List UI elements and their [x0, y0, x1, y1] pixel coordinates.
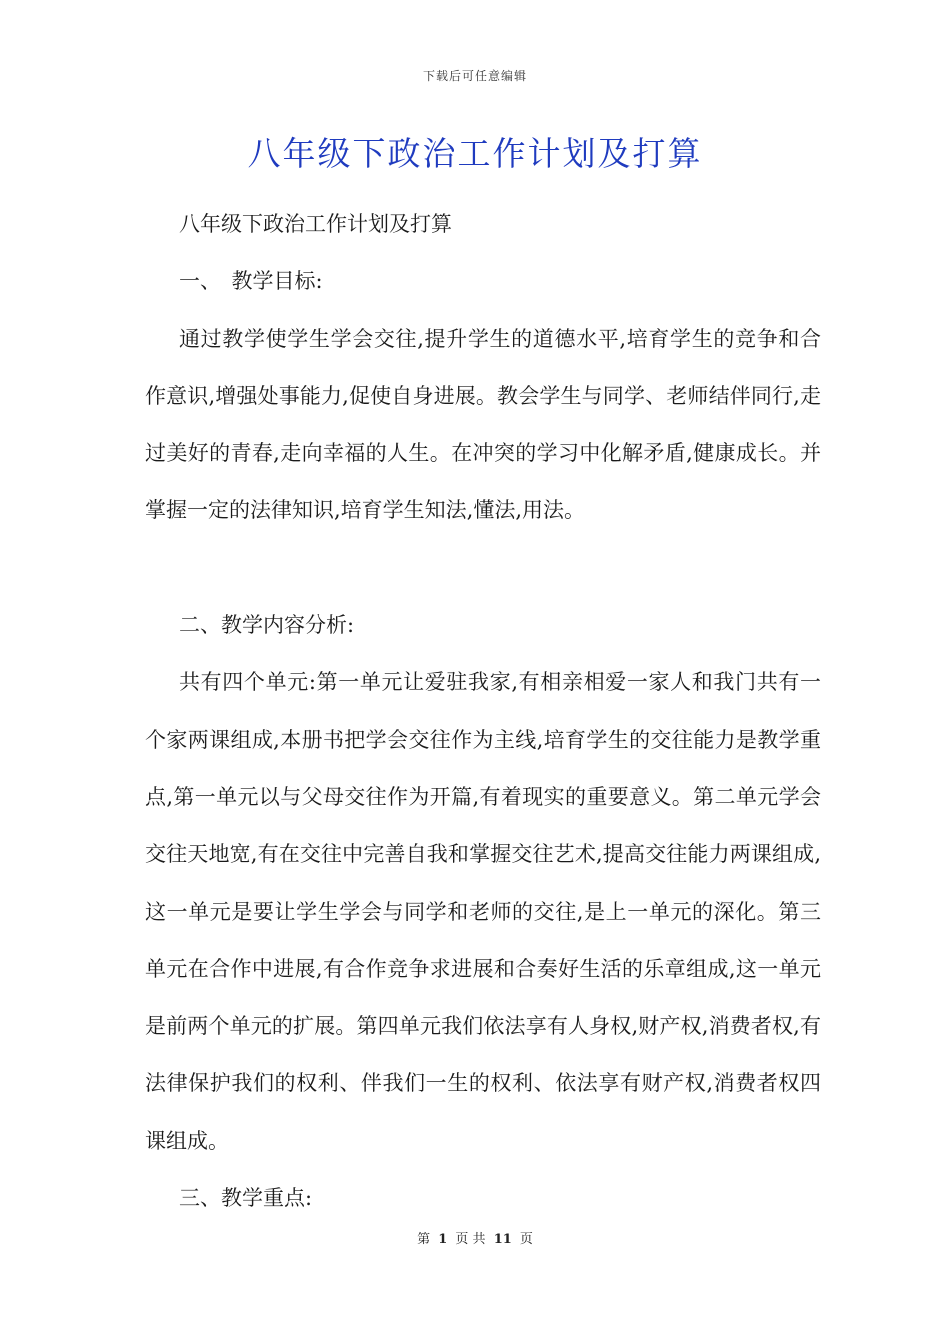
blank-line: [145, 540, 821, 597]
paragraph-subtitle: 八年级下政治工作计划及打算: [179, 212, 452, 236]
paragraph-teaching-goals: 通过教学使学生学会交往,提升学生的道德水平,培育学生的竞争和合作意识,增强处事能力,促使自身进展。教会学生与同学、老师结伴同行,走过美好的青春,走向幸福的人生。在冲突的学习中化解矛盾,健康成长。并掌握一定的法律知识,培育学生知法,懂法,用法。: [145, 326, 821, 523]
footer-prefix: 第: [417, 1232, 431, 1247]
footer-total-pages: 11: [493, 1232, 512, 1247]
document-body: [145, 196, 821, 1227]
footer-mid: 页 共: [455, 1232, 486, 1247]
footer-page-number: 1: [438, 1232, 448, 1247]
document-title: 八年级下政治工作计划及打算: [247, 134, 703, 173]
page-footer: [0, 1228, 950, 1247]
header-note: 下载后可任意编辑: [422, 69, 527, 83]
heading-teaching-focus: 三、教学重点:: [179, 1186, 313, 1211]
footer-suffix: 页: [519, 1232, 533, 1247]
paragraph-content-analysis: 共有四个单元:第一单元让爱驻我家,有相亲相爱一家人和我门共有一个家两课组成,本册书把学会交往作为主线,培育学生的交往能力是教学重点,第一单元以与父母交往作为开篇,有着现实的重要意义。第二单元学会交往天地宽,有在交往中完善自我和掌握交往艺术,提高交往能力两课组成,这一单元是要让学生学会与同学和老师的交往,是上一单元的深化。第三单元在合作中进展,有合作竞争求进展和合奏好生活的乐章组成,这一单元是前两个单元的扩展。第四单元我们依法享有人身权,财产权,消费者权,有法律保护我们的权利、伴我们一生的权利、依法享有财产权,消费者权四课组成。: [145, 670, 821, 1153]
heading-teaching-goals: 一、 教学目标:: [179, 269, 323, 294]
heading-content-analysis: 二、教学内容分析:: [179, 613, 355, 638]
